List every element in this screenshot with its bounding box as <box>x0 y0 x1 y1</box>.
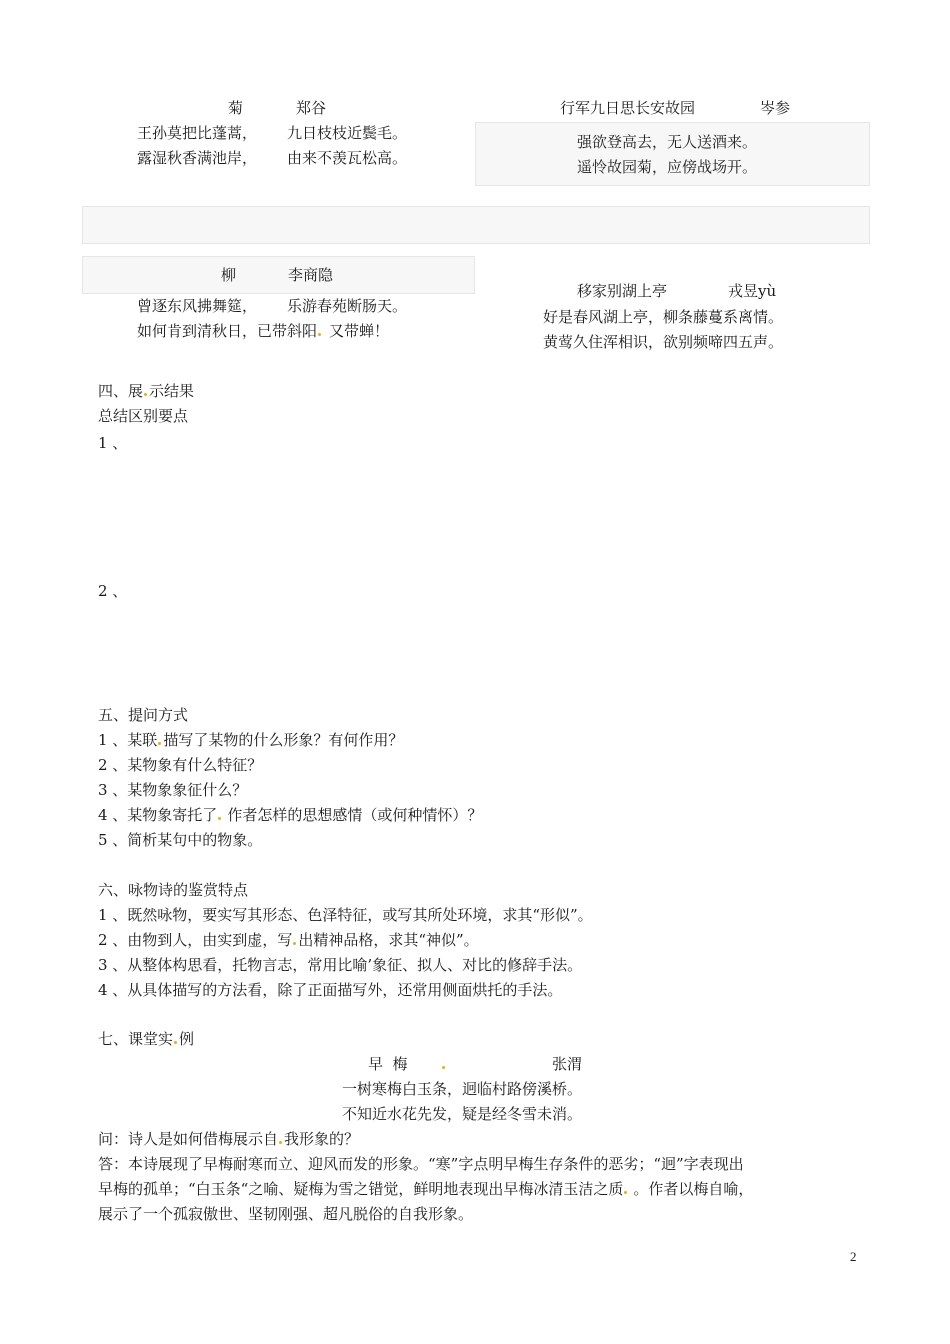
section5-q4b: 作者怎样的思想感情（或何种情怀）？ <box>227 806 483 824</box>
zaomei-line1: 一树寒梅白玉条，迥临村路傍溪桥。 <box>342 1080 583 1098</box>
poem-ju-line2a: 露湿秋香满池岸， <box>137 149 258 167</box>
poem-ju-line1b: 九日枝枝近鬓毛。 <box>287 124 408 142</box>
poem-liu-line1b: 乐游春苑断肠天。 <box>287 297 408 315</box>
poem-xingjun-author: 岑参 <box>760 99 791 117</box>
poem-yijia-line2: 黄莺久住浑相识，欲别频啼四五声。 <box>543 333 784 351</box>
poem-liu-title: 柳 <box>221 266 237 284</box>
section7-answer-line2a: 早梅的孤单；“白玉条“之喻、疑梅为雪之错觉，鲜明地表现出早梅冰清玉洁之质 <box>98 1180 624 1198</box>
blank-box <box>82 206 870 244</box>
poem-xingjun-title: 行军九日思长安故园 <box>560 99 696 117</box>
zaomei-author: 张渭 <box>552 1055 583 1073</box>
section5-q3: 3 、某物象象征什么？ <box>98 781 248 799</box>
section7-answer-line2b: 。作者以梅自喻， <box>633 1180 754 1198</box>
section7-question <box>98 1132 359 1147</box>
section7-heading-a: 七、课堂实 <box>98 1030 174 1048</box>
section7-answer-line3: 展示了一个孤寂傲世、坚韧刚强、超凡脱俗的自我形象。 <box>98 1205 474 1223</box>
zaomei-line2: 不知近水花先发，疑是经冬雪未消。 <box>342 1105 583 1123</box>
section6-p1: 1 、既然咏物，要实写其形态、色泽特征，或写其所处环境，求其“形似”。 <box>98 906 593 924</box>
poem-liu-line2a: 如何肯到清秋日，已带斜阳 <box>137 322 318 340</box>
section5-q1a: 1 、某联 <box>98 731 158 749</box>
poem-liu-author: 李商隐 <box>288 266 334 284</box>
section6-heading: 六、咏物诗的鉴赏特点 <box>98 881 249 899</box>
poem-liu-line1a: 曾逐东风拂舞筵， <box>137 297 258 315</box>
mark-dot <box>293 942 296 945</box>
section7-answer-line2 <box>98 1182 753 1197</box>
poem-xingjun-line1: 强欲登高去，无人送酒来。 <box>577 133 758 151</box>
section4-item2: 2 、 <box>98 582 128 600</box>
section4-heading-a: 四、展 <box>98 382 144 400</box>
mark-dot <box>279 1141 282 1144</box>
section5-q4a: 4 、某物象寄托了 <box>98 806 218 824</box>
section5-q1 <box>98 733 403 748</box>
poem-yijia-line1: 好是春风湖上亭，柳条藤蔓系离情。 <box>543 308 784 326</box>
mark-dot <box>318 333 321 336</box>
mark-dot <box>144 393 147 396</box>
poem-yijia-author: 戎昱yù <box>728 282 777 300</box>
mark-dot <box>174 1041 177 1044</box>
zaomei-title-text: 早 梅 <box>368 1055 408 1073</box>
poem-liu-line2b: 又带蝉！ <box>329 322 390 340</box>
mark-dot <box>218 817 221 820</box>
poem-ju-title: 菊 <box>228 99 244 117</box>
poem-box-liu <box>82 256 475 294</box>
section7-answer-line1: 答：本诗展现了早梅耐寒而立、迎风而发的形象。“寒”字点明早梅生存条件的恶劣；“迥”字表现出 <box>98 1155 744 1173</box>
mark-dot <box>624 1191 627 1194</box>
section5-q2: 2 、某物象有什么特征？ <box>98 756 263 774</box>
poem-box-xingjun <box>475 122 870 186</box>
section6-p2b: 出精神品格，求其“神似”。 <box>298 931 479 949</box>
section4-heading-b: 示结果 <box>149 382 195 400</box>
section6-p3: 3 、从整体构思看，托物言志，常用比喻’象征、拟人、对比的修辞手法。 <box>98 956 583 974</box>
section5-q4 <box>98 808 482 823</box>
poem-ju-author: 郑谷 <box>296 99 327 117</box>
poem-yijia-title: 移家别湖上亭 <box>577 282 668 300</box>
section6-p2 <box>98 933 479 948</box>
section6-p2a: 2 、由物到人，由实到虚，写 <box>98 931 293 949</box>
section4-item1: 1 、 <box>98 434 128 452</box>
poem-ju-line2b: 由来不羡瓦松高。 <box>287 149 408 167</box>
poem-ju-line1a: 王孙莫把比蓬蒿， <box>137 124 258 142</box>
section7-heading-b: 例 <box>179 1030 195 1048</box>
section4-heading <box>98 384 194 399</box>
poem-xingjun-line2: 遥怜故园菊，应傍战场开。 <box>577 158 758 176</box>
section7-question-b: 我形象的？ <box>284 1130 360 1148</box>
section5-q5: 5 、简析某句中的物象。 <box>98 831 263 849</box>
mark-dot <box>442 1066 445 1069</box>
section7-heading <box>98 1032 194 1047</box>
section4-subheading: 总结区别要点 <box>98 407 189 425</box>
zaomei-title <box>368 1057 447 1072</box>
section7-question-a: 问：诗人是如何借梅展示自 <box>98 1130 279 1148</box>
section6-p4: 4 、从具体描写的方法看，除了正面描写外，还常用侧面烘托的手法。 <box>98 981 563 999</box>
page-number: 2 <box>850 1249 857 1264</box>
poem-liu-line2 <box>137 324 389 339</box>
mark-dot <box>158 742 161 745</box>
section5-heading: 五、提问方式 <box>98 706 189 724</box>
section5-q1b: 描写了某物的什么形象？有何作用？ <box>163 731 404 749</box>
